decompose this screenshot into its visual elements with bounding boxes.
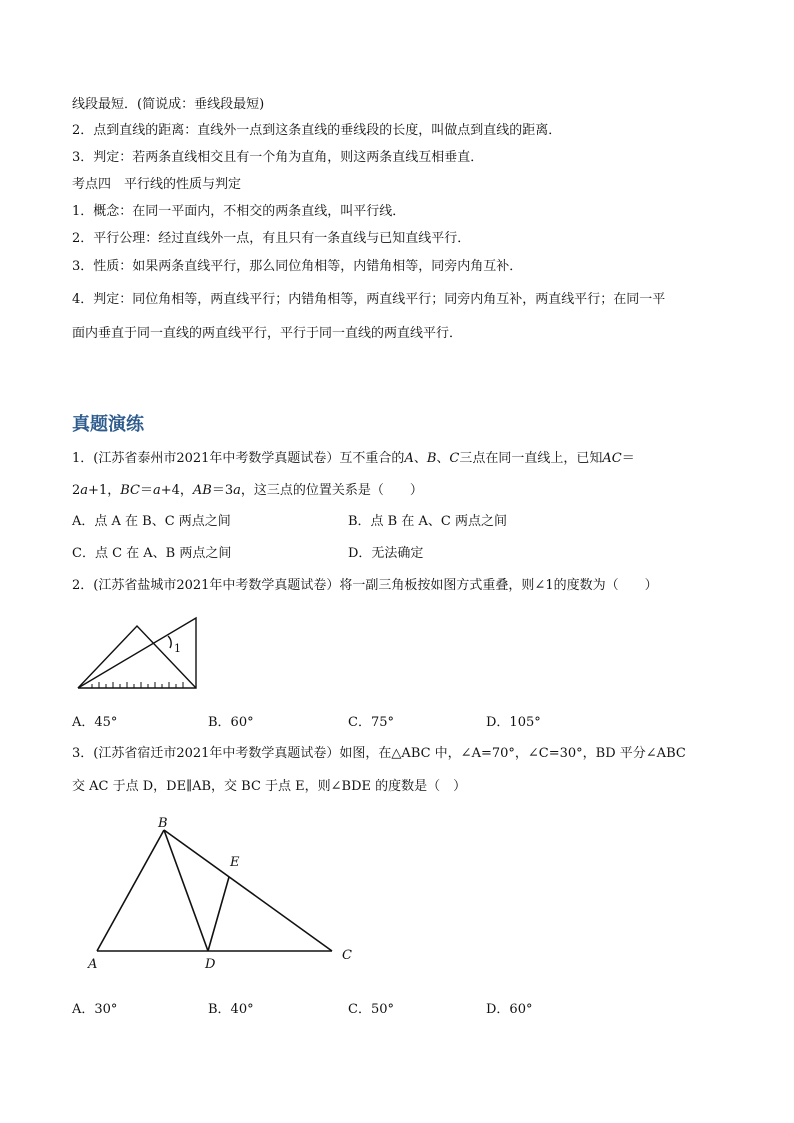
- segment-de: [208, 877, 229, 951]
- angle-1-label: 1: [174, 642, 181, 655]
- q3-stem-line-2: 交 AC 于点 D，DE∥AB，交 BC 于点 E，则∠BDE 的度数是（ ）: [72, 779, 467, 794]
- theory-line-6: 2．平行公理：经过直线外一点，有且只有一条直线与已知直线平行．: [72, 231, 471, 246]
- q1-stem-line-2: 2a+1，BC＝a+4，AB＝3a，这三点的位置关系是（ ）: [72, 483, 423, 498]
- q2-stem: 2．(江苏省盐城市2021年中考数学真题试卷）将一副三角板按如图方式重叠，则∠1的度数为（ ）: [72, 578, 658, 593]
- theory-line-9: 面内垂直于同一直线的两直线平行，平行于同一直线的两直线平行．: [72, 326, 463, 341]
- q3-option-a: A．30°: [72, 1002, 118, 1017]
- q1-stem-line-1: 1．(江苏省泰州市2021年中考数学真题试卷）互不重合的A、B、C三点在同一直线上，已知AC＝: [72, 451, 635, 466]
- q2-option-d: D．105°: [486, 715, 541, 730]
- section-heading-4: 考点四 平行线的性质与判定: [72, 177, 242, 192]
- point-a-label: A: [88, 957, 98, 972]
- q2-option-b: B．60°: [208, 715, 254, 730]
- q1-option-a: A．点 A 在 B、C 两点之间: [72, 514, 231, 529]
- theory-line-3: 3．判定：若两条直线相交且有一个角为直角，则这两条直线互相垂直．: [72, 150, 484, 165]
- theory-line-1: 线段最短．(简说成：垂线段最短): [72, 97, 265, 112]
- theory-line-8: 4．判定：同位角相等，两直线平行；内错角相等，两直线平行；同旁内角互补，两直线平行；在同一平: [72, 292, 666, 307]
- q3-stem-line-1: 3．(江苏省宿迁市2021年中考数学真题试卷）如图，在△ABC 中，∠A=70°，∠C=30°，BD 平分∠ABC: [72, 746, 686, 761]
- point-d-label: D: [205, 957, 216, 972]
- isosceles-set-square: [78, 626, 196, 688]
- q2-option-c: C．75°: [348, 715, 394, 730]
- q3-option-d: D．60°: [486, 1002, 533, 1017]
- point-c-label: C: [342, 948, 352, 963]
- theory-line-2: 2．点到直线的距离：直线外一点到这条直线的垂线段的长度，叫做点到直线的距离．: [72, 123, 562, 138]
- theory-line-7: 3．性质：如果两条直线平行，那么同位角相等，内错角相等，同旁内角互补．: [72, 259, 523, 274]
- q2-option-a: A．45°: [72, 715, 118, 730]
- q1-option-d: D．无法确定: [348, 546, 424, 561]
- point-b-label: B: [158, 816, 168, 831]
- segment-bd: [164, 830, 208, 951]
- q1-option-b: B．点 B 在 A、C 两点之间: [348, 514, 507, 529]
- q2-set-squares-figure: [72, 610, 208, 696]
- q3-option-c: C．50°: [348, 1002, 394, 1017]
- q3-triangle-figure: [80, 808, 370, 976]
- q1-option-c: C．点 C 在 A、B 两点之间: [72, 546, 232, 561]
- q3-option-b: B．40°: [208, 1002, 254, 1017]
- point-e-label: E: [230, 855, 240, 870]
- angle-1-arc: [168, 636, 171, 648]
- segment-bc: [164, 830, 332, 951]
- segment-ab: [97, 830, 164, 951]
- theory-line-5: 1．概念：在同一平面内，不相交的两条直线，叫平行线．: [72, 204, 406, 219]
- section-title: 真题演练: [72, 414, 144, 435]
